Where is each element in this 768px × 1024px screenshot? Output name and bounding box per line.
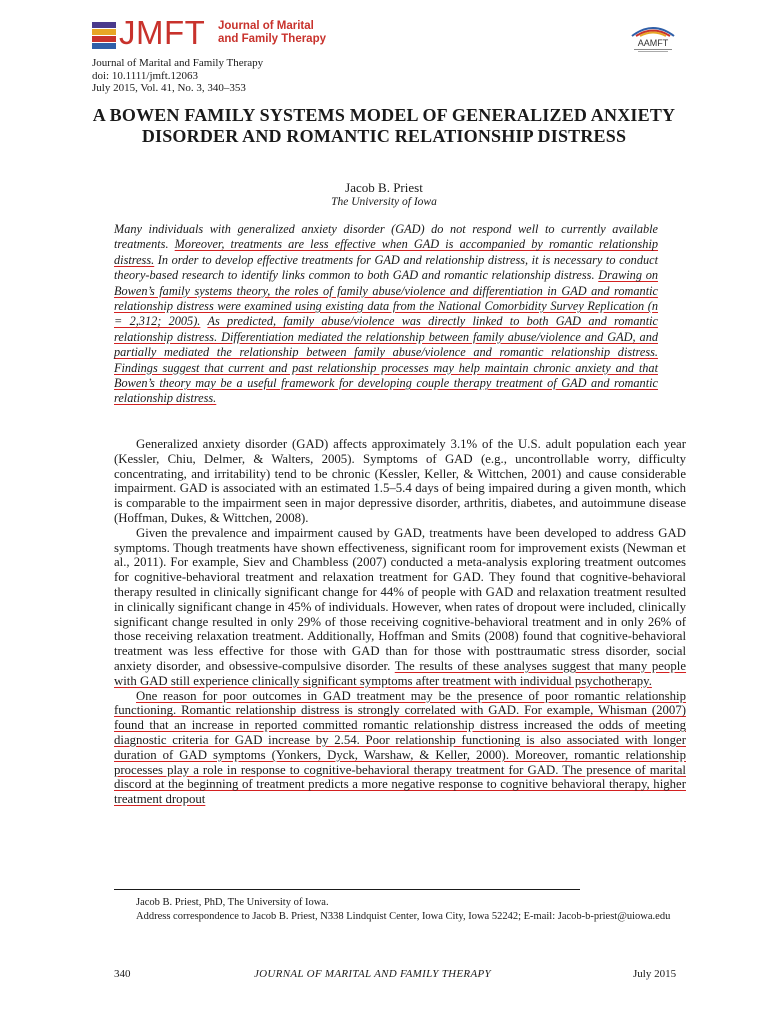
journal-name-line1: Journal of Marital: [218, 20, 314, 32]
journal-logo-mark: [92, 22, 116, 50]
aamft-logo-icon: [622, 18, 684, 54]
journal-logo: JMFT: [119, 14, 206, 51]
footnote-divider: [114, 889, 580, 890]
article-title: A BOWEN FAMILY SYSTEMS MODEL OF GENERALIZED ANXIETY DISORDER AND ROMANTIC RELATIONSHIP DISTRESS: [92, 105, 676, 146]
abstract-highlight: Moreover, treatments are less effective when GAD is accompanied by romantic relationship distress.: [114, 237, 659, 267]
paragraph-text: Generalized anxiety disorder (GAD) affects approximately 3.1% of the U.S. adult population each year (Kessler, Chiu, Delmer, & Walters, 2005). Symptoms of GAD (e.g., uncontrollable worry, difficulty concentrating, and irritability) tend to be chronic (Kessler, Keller, & Wittchen, 2001) and cause considerable impairment. GAD is associated with an estimated 1.5–5.4 days of being impaired during a given month, which is comparable to the impairment seen in major depressive disorder, arthritis, diabetes, and autoimmune disease (Hoffman, Dukes, & Wittchen, 2008).: [114, 437, 686, 525]
paragraph-highlight: The results of these analyses suggest that many people with GAD still experience clinically significant symptoms after treatment with individual psychotherapy.: [114, 658, 687, 688]
paragraph-text: Given the prevalence and impairment caused by GAD, treatments have been developed to address GAD symptoms. Though treatments have shown effectiveness, significant room for improvement exists (Newman et al., 2011). For example, Siev and Chambless (2007) conducted a meta-analysis exploring treatment outcomes for cognitive-behavioral treatment and relaxation treatment for GAD. They found that cognitive-behavioral therapy resulted in clinically significant change for 44% of people with GAD and relaxation treatment resulted in clinically significant change in 45% of individuals. However, when rates of dropout were included, clinically significant change resulted in only 29% of those receiving cognitive-behavioral treatment and in only 26% of those receiving relaxation treatment. Additionally, Hoffman and Smits (2008) found that cognitive-behavioral treatment was less effective for those with GAD than for those with posttraumatic stress disorder, social anxiety disorder, and obsessive-compulsive disorder.: [114, 525, 686, 673]
abstract-sentence: In order to develop effective treatments for GAD and relationship distress, it is necessary to conduct theory-based research to identify links common to both GAD and romantic relationship distress.: [114, 252, 658, 283]
issue-date: July 2015: [633, 968, 677, 980]
aamft-logo-text: AAMFT: [637, 38, 669, 48]
footnote-author: Jacob B. Priest, PhD, The University of Iowa.: [136, 897, 329, 908]
abstract-highlight: Drawing on Bowen’s family systems theory, the roles of family abuse/violence and differentiation in GAD and romantic relationship distress were examined using existing data from the National Comorbidity Survey Replication (n = 2,312; 2005).: [114, 268, 658, 329]
footnote-correspondence: Address correspondence to Jacob B. Priest, N338 Lindquist Center, Iowa City, Iowa 52242; E-mail: Jacob-b-priest@uiowa.edu: [136, 911, 671, 922]
page-number: 340: [114, 968, 131, 980]
publication-doi: doi: 10.1111/jmft.12063: [92, 69, 199, 82]
author-name: Jacob B. Priest: [345, 180, 423, 195]
abstract-sentence: Many individuals with generalized anxiety disorder (GAD) do not respond well to currently available treatments.: [114, 222, 658, 252]
journal-name-line2: and Family Therapy: [218, 32, 327, 45]
paragraph-highlight: One reason for poor outcomes in GAD treatment may be the presence of poor romantic relationship functioning. Romantic relationship distress is strongly correlated with GAD. For example, Whisman (2007) found that an increase in reported committed romantic relationship distress increased the odds of meeting diagnostic criteria for GAD increase by 2.54. Poor relationship functioning is also associated with longer duration of GAD symptoms (Yonkers, Dyck, Warshaw, & Keller, 2000). Moreover, romantic relationship processes play a role in response to cognitive-behavioral therapy treatment for GAD. The presence of marital discord at the beginning of treatment predicts a more negative response to cognitive behavioral therapy, higher treatment dropout: [114, 688, 686, 807]
journal-name: [218, 20, 326, 45]
body-paragraph: [114, 526, 686, 689]
abstract: [114, 222, 658, 407]
footnotes: [114, 896, 686, 924]
publication-issue: July 2015, Vol. 41, No. 3, 340–353: [92, 82, 246, 94]
publication-info: [92, 57, 263, 95]
author-affiliation: The University of Iowa: [331, 196, 437, 208]
running-title: JOURNAL OF MARITAL AND FAMILY THERAPY: [254, 968, 491, 980]
body-paragraph: [114, 689, 686, 807]
article-body: [114, 437, 686, 807]
publication-journal: Journal of Marital and Family Therapy: [92, 57, 264, 69]
body-paragraph: [114, 437, 686, 526]
abstract-highlight: As predicted, family abuse/violence was directly linked to both GAD and romantic relationship distress. Differentiation mediated the relationship between family abuse/violence and GAD, and partially mediated the relationship between family abuse/violence and romantic relationship distress. Findings suggest that current and past relationship processes may help maintain chronic anxiety and that Bowen’s theory may be a useful framework for developing couple therapy treatment of GAD and romantic relationship distress.: [114, 314, 658, 406]
